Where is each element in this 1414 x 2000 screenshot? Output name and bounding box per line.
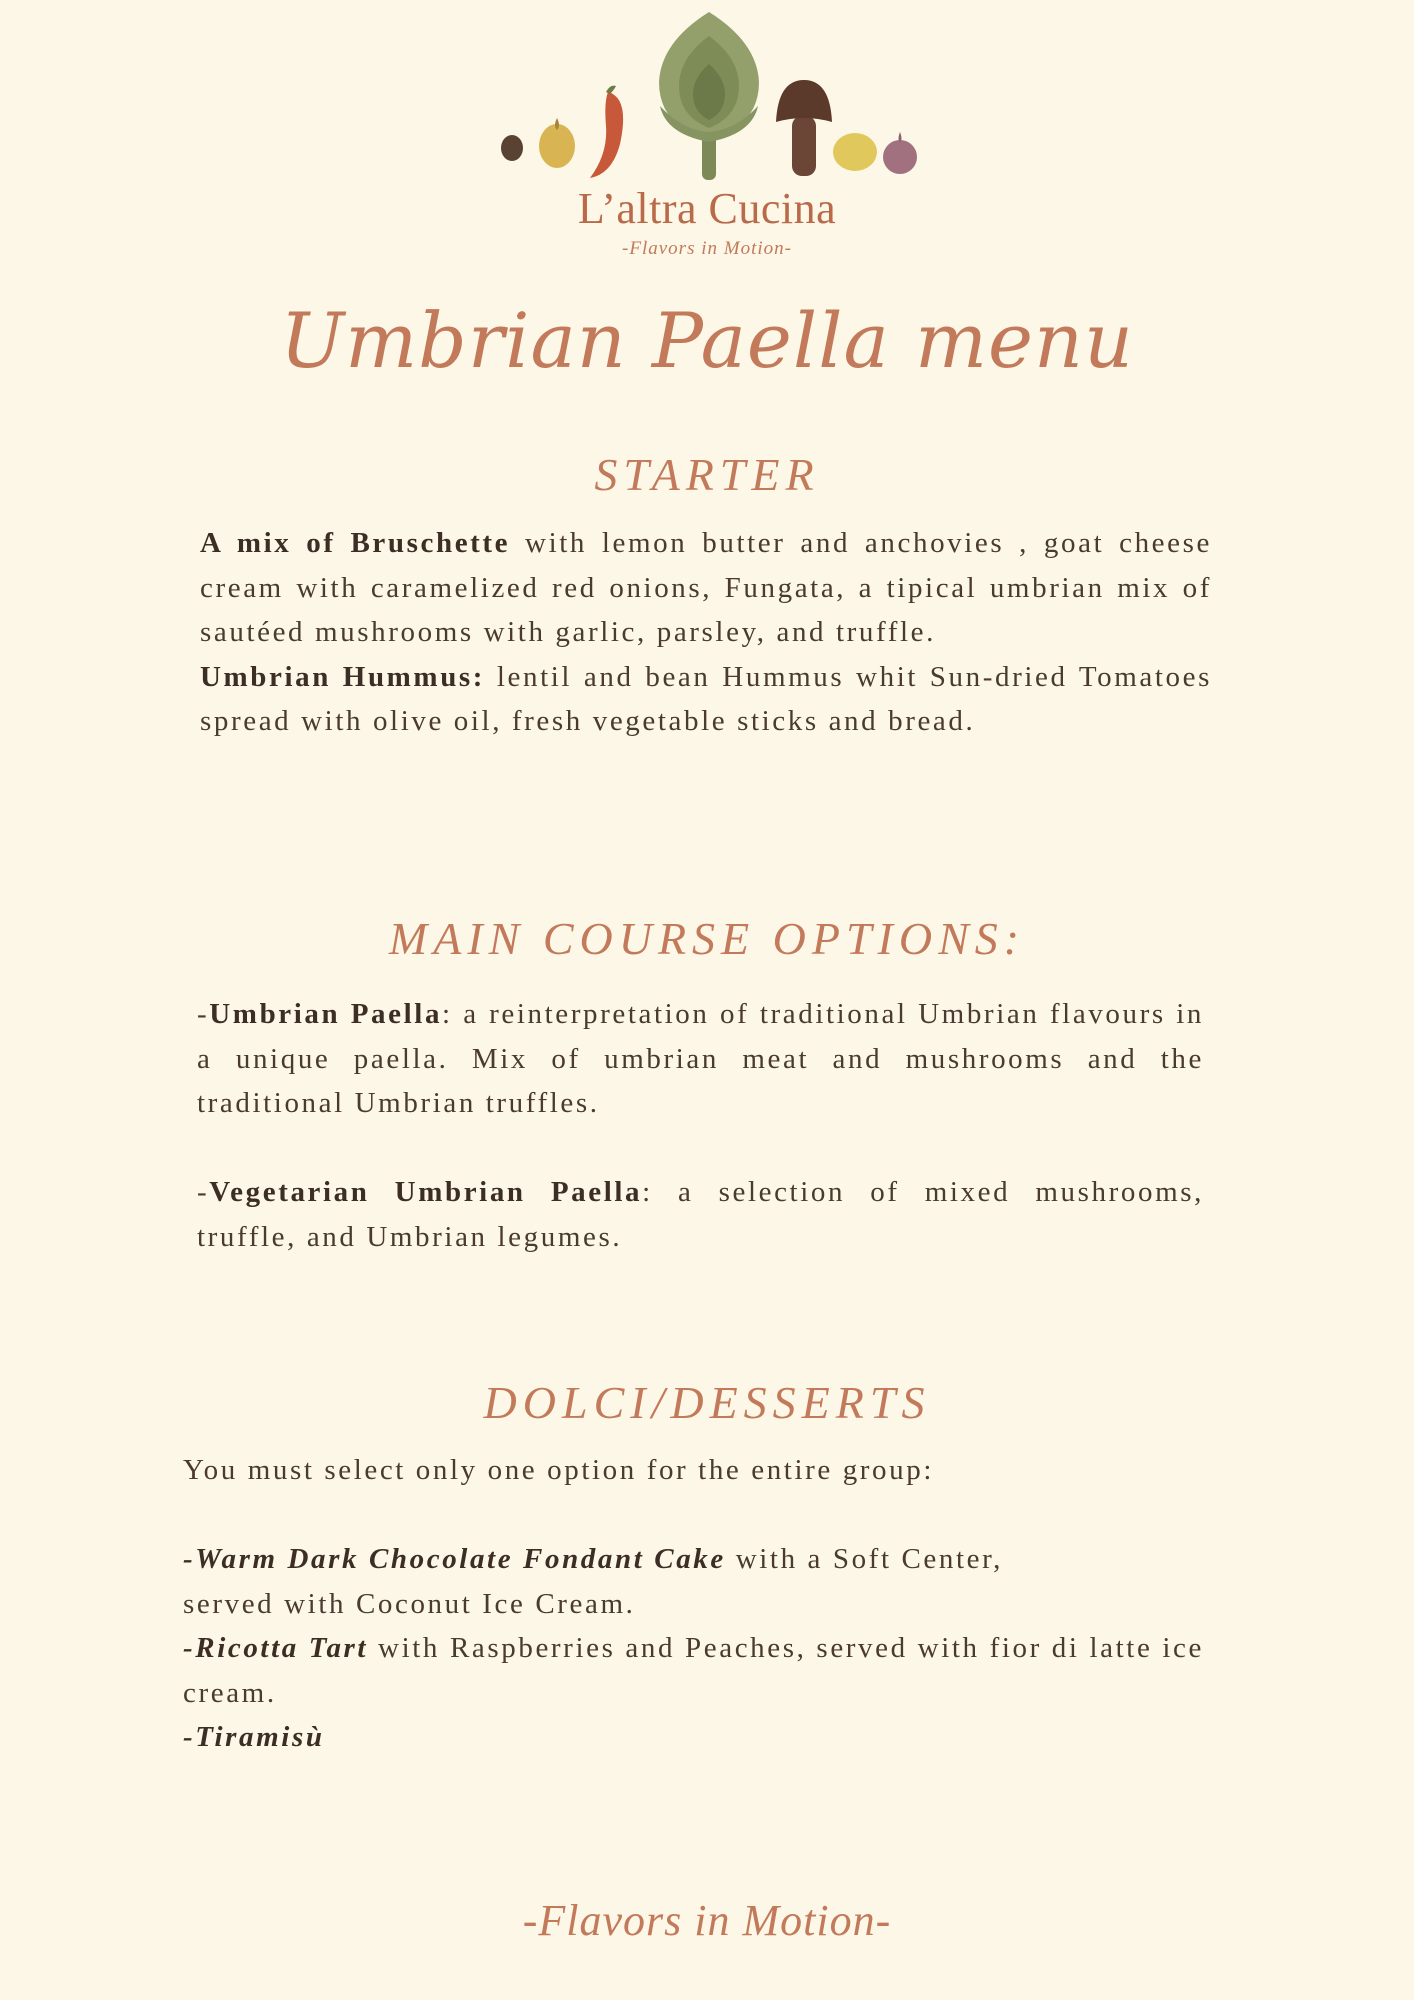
main-option-desc: : a reinterpretation of traditional Umbrian flavours in a unique paella. Mix of umbrian meat and mushrooms and the traditional Umbrian truffles. — [197, 998, 1204, 1119]
dessert-name: -Tiramisù — [183, 1721, 325, 1753]
starter-item-bruschette — [200, 521, 1212, 655]
onion-icon — [539, 118, 575, 168]
bean-icon — [501, 135, 523, 161]
garlic-icon — [883, 132, 917, 174]
dessert-item-chocolate-cake-line2: served with Coconut Ice Cream. — [183, 1587, 636, 1620]
desserts-intro: You must select only one option for the entire group: — [183, 1454, 935, 1486]
main-course-section — [197, 992, 1204, 1259]
main-option-desc: : a selection of mixed mushrooms, truffle, and Umbrian legumes. — [197, 1176, 1204, 1253]
dessert-item-ricotta-tart — [183, 1626, 1204, 1715]
chili-pepper-icon — [590, 86, 623, 178]
footer-tagline: -Flavors in Motion- — [522, 1896, 892, 1945]
starter-item-name: A mix of Bruschette — [200, 527, 511, 559]
desserts-heading: DOLCI/DESSERTS — [483, 1377, 931, 1428]
menu-title: Umbrian Paella menu — [280, 296, 1134, 385]
main-course-heading: MAIN COURSE OPTIONS: — [388, 913, 1026, 964]
dash: - — [197, 998, 210, 1030]
main-option-name: Vegetarian Umbrian Paella — [209, 1176, 643, 1208]
starter-item-desc: with lemon butter and anchovies , goat cheese cream with caramelized red onions, Fungata, a tipical umbrian mix of sautéed mushrooms with garlic, parsley, and truffle. — [200, 527, 1212, 648]
dash: - — [197, 1176, 210, 1208]
artichoke-icon — [659, 12, 759, 180]
lemon-icon — [833, 133, 877, 171]
brand-name: L’altra Cucina — [577, 184, 837, 233]
dessert-item-tiramisu — [183, 1715, 1204, 1760]
starter-heading: STARTER — [594, 449, 820, 500]
starter-item-name: Umbrian Hummus: — [200, 660, 486, 693]
vegetables-illustration — [480, 6, 940, 184]
desserts-section — [183, 1448, 1204, 1760]
logo — [0, 0, 1414, 270]
dessert-item-chocolate-cake — [183, 1537, 1204, 1582]
brand-tagline: -Flavors in Motion- — [622, 238, 792, 259]
main-option-umbrian-paella — [197, 992, 1204, 1126]
dessert-desc: with a Soft Center, — [725, 1543, 1004, 1575]
dessert-name: -Ricotta Tart — [183, 1632, 369, 1664]
starter-item-hummus — [200, 655, 1212, 744]
starter-section — [200, 521, 1212, 744]
mushroom-icon — [776, 80, 832, 176]
main-option-vegetarian-paella — [197, 1170, 1204, 1259]
main-option-name: Umbrian Paella — [209, 998, 443, 1030]
dessert-desc: with Raspberries and Peaches, served with fior di latte ice cream. — [183, 1632, 1204, 1709]
dessert-name: -Warm Dark Chocolate Fondant Cake — [183, 1543, 726, 1575]
starter-item-desc: lentil and bean Hummus whit Sun-dried Tomatoes spread with olive oil, fresh vegetable sticks and bread. — [200, 660, 1212, 737]
